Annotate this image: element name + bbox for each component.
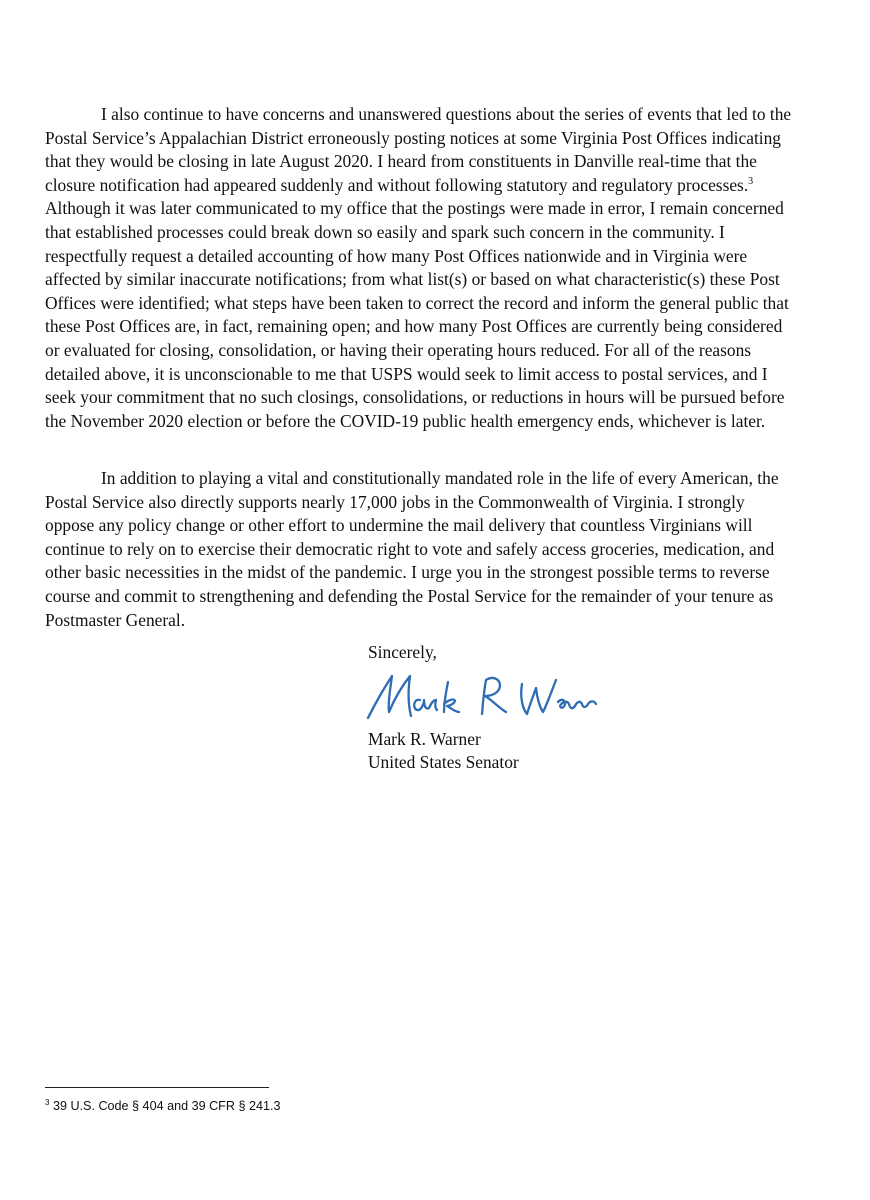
footnote-text: 39 U.S. Code § 404 and 39 CFR § 241.3 [49,1099,281,1113]
signer-name: Mark R. Warner [368,729,481,749]
paragraph-1-text-b: Although it was later communicated to my office that the postings were made in error, I remain concerned that established processes could break down so easily and spark such concern in the community. I respectfully request a detailed accounting of how many Post Offices nationwide and in Virginia were affected by similar inaccurate notifications; from what list(s) or based on what characteristic(s) these Post Offices were identified; what steps have been taken to correct the record and inform the general public that these Post Offices are, in fact, remaining open; and how many Post Offices are currently being considered or evaluated for closing, consolidation, or having their operating hours reduced. For all of the reasons detailed above, it is unconscionable to me that USPS would seek to limit access to postal services, and I seek your commitment that no such closings, consolidations, or reductions in hours will be pursued before the November 2020 election or before the COVID-19 public health emergency ends, whichever is later. [45,198,789,431]
paragraph-1-text-a: I also continue to have concerns and unanswered questions about the series of events that led to the Postal Service’s Appalachian District erroneously posting notices at some Virginia Post Offices indicating that they would be closing in late August 2020. I heard from constituents in Danville real-time that the closure notification had appeared suddenly and without following statutory and regulatory processes. [45,104,792,195]
paragraph-2-text: In addition to playing a vital and constitutionally mandated role in the life of every American, the Postal Service also directly supports nearly 17,000 jobs in the Commonwealth of Virginia. I strongly oppose any policy change or other effort to undermine the mail delivery that countless Virginians will continue to rely on to exercise their democratic right to vote and safely access groceries, medication, and other basic necessities in the midst of the pandemic. I urge you in the strongest possible terms to reverse course and commit to strengthening and defending the Postal Service for the remainder of your tenure as Postmaster General. [45,468,779,630]
footnote-reference: 3 [748,175,754,187]
body-paragraph-1 [45,103,793,433]
closing-salutation: Sincerely, [368,642,437,662]
footnote-marker: 3 [45,1098,50,1107]
signer-title: United States Senator [368,752,519,772]
handwritten-signature [362,668,602,728]
footnote-divider [45,1087,269,1088]
body-paragraph-2 [45,467,793,632]
footnote [45,1098,281,1114]
